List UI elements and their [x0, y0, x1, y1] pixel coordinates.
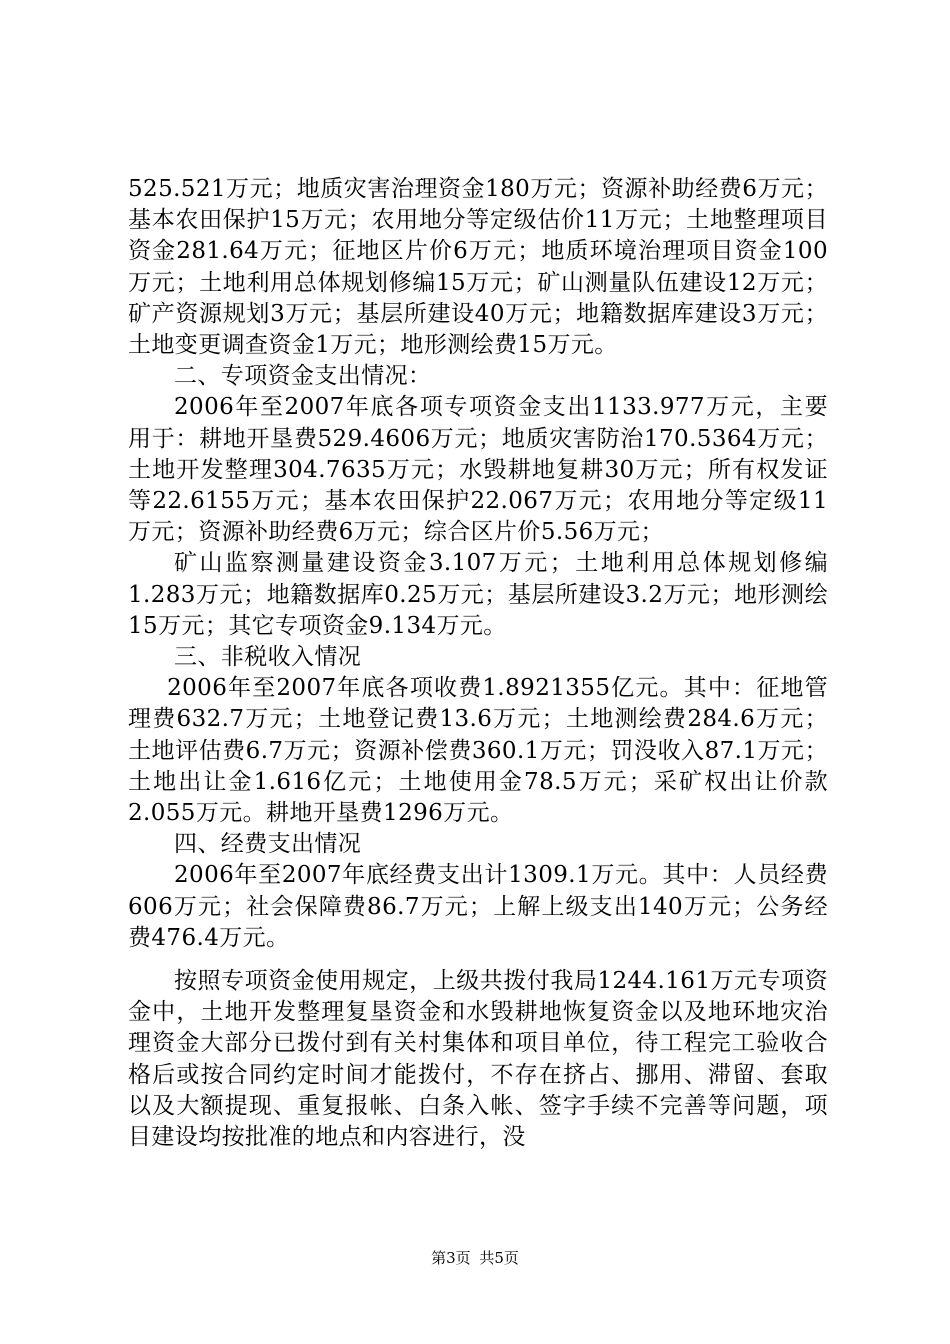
document-body [128, 174, 828, 1153]
page-footer: 第3页 共5页 [431, 1249, 519, 1267]
paragraph-fund-usage-compliance: 按照专项资金使用规定，上级共拨付我局1244.161万元专项资金中，土地开发整理复垦资金和水毁耕地恢复资金以及地环地灾治理资金大部分已拨付到有关村集体和项目单位，待工程完工验收合格后或按合同约定时间才能拨付，不存在挤占、挪用、滞留、套取以及大额提现、重复报帐、白条入帐、签字手续不完善等问题，项目建设均按批准的地点和内容进行，没 [128, 968, 828, 1151]
paragraph-non-tax-revenue: 2006年至2007年底各项收费1.8921355亿元。其中：征地管理费632.7万元；土地登记费13.6万元；土地测绘费284.6万元；土地评估费6.7万元；资源补偿费360.1万元；罚没收入87.1万元；土地出让金1.616亿元；土地使用金78.5万元；采矿权出让价款2.055万元。耕地开垦费1296万元。 [128, 675, 828, 827]
heading-special-funds-expenditure: 二、专项资金支出情况： [174, 363, 432, 390]
paragraph-special-funds-expenditure: 2006年至2007年底各项专项资金支出1133.977万元，主要用于：耕地开垦费529.4606万元；地质灾害防治170.5364万元；土地开发整理304.7635万元；水毁耕地复耕30万元；所有权发证等22.6155万元；基本农田保护22.067万元；农用地分等定级11万元；资源补助经费6万元；综合区片价5.56万元； [128, 394, 828, 546]
heading-operating-expenditure: 四、经费支出情况 [174, 831, 362, 858]
paragraph-special-funds-expenditure-continued: 矿山监察测量建设资金3.107万元；土地利用总体规划修编1.283万元；地籍数据库0.25万元；基层所建设3.2万元；地形测绘15万元；其它专项资金9.134万元。 [128, 550, 828, 639]
heading-non-tax-revenue: 三、非税收入情况 [174, 644, 362, 671]
paragraph-operating-expenditure: 2006年至2007年底经费支出计1309.1万元。其中：人员经费606万元；社会保障费86.7万元；上解上级支出140万元；公务经费476.4万元。 [128, 862, 828, 951]
paragraph-special-funds-income-continued: 525.521万元；地质灾害治理资金180万元；资源补助经费6万元；基本农田保护15万元；农用地分等定级估价11万元；土地整理项目资金281.64万元；征地区片价6万元；地质环境治理项目资金100万元；土地利用总体规划修编15万元；矿山测量队伍建设12万元；矿产资源规划3万元；基层所建设40万元；地籍数据库建设3万元；土地变更调查资金1万元；地形测绘费15万元。 [128, 176, 828, 359]
